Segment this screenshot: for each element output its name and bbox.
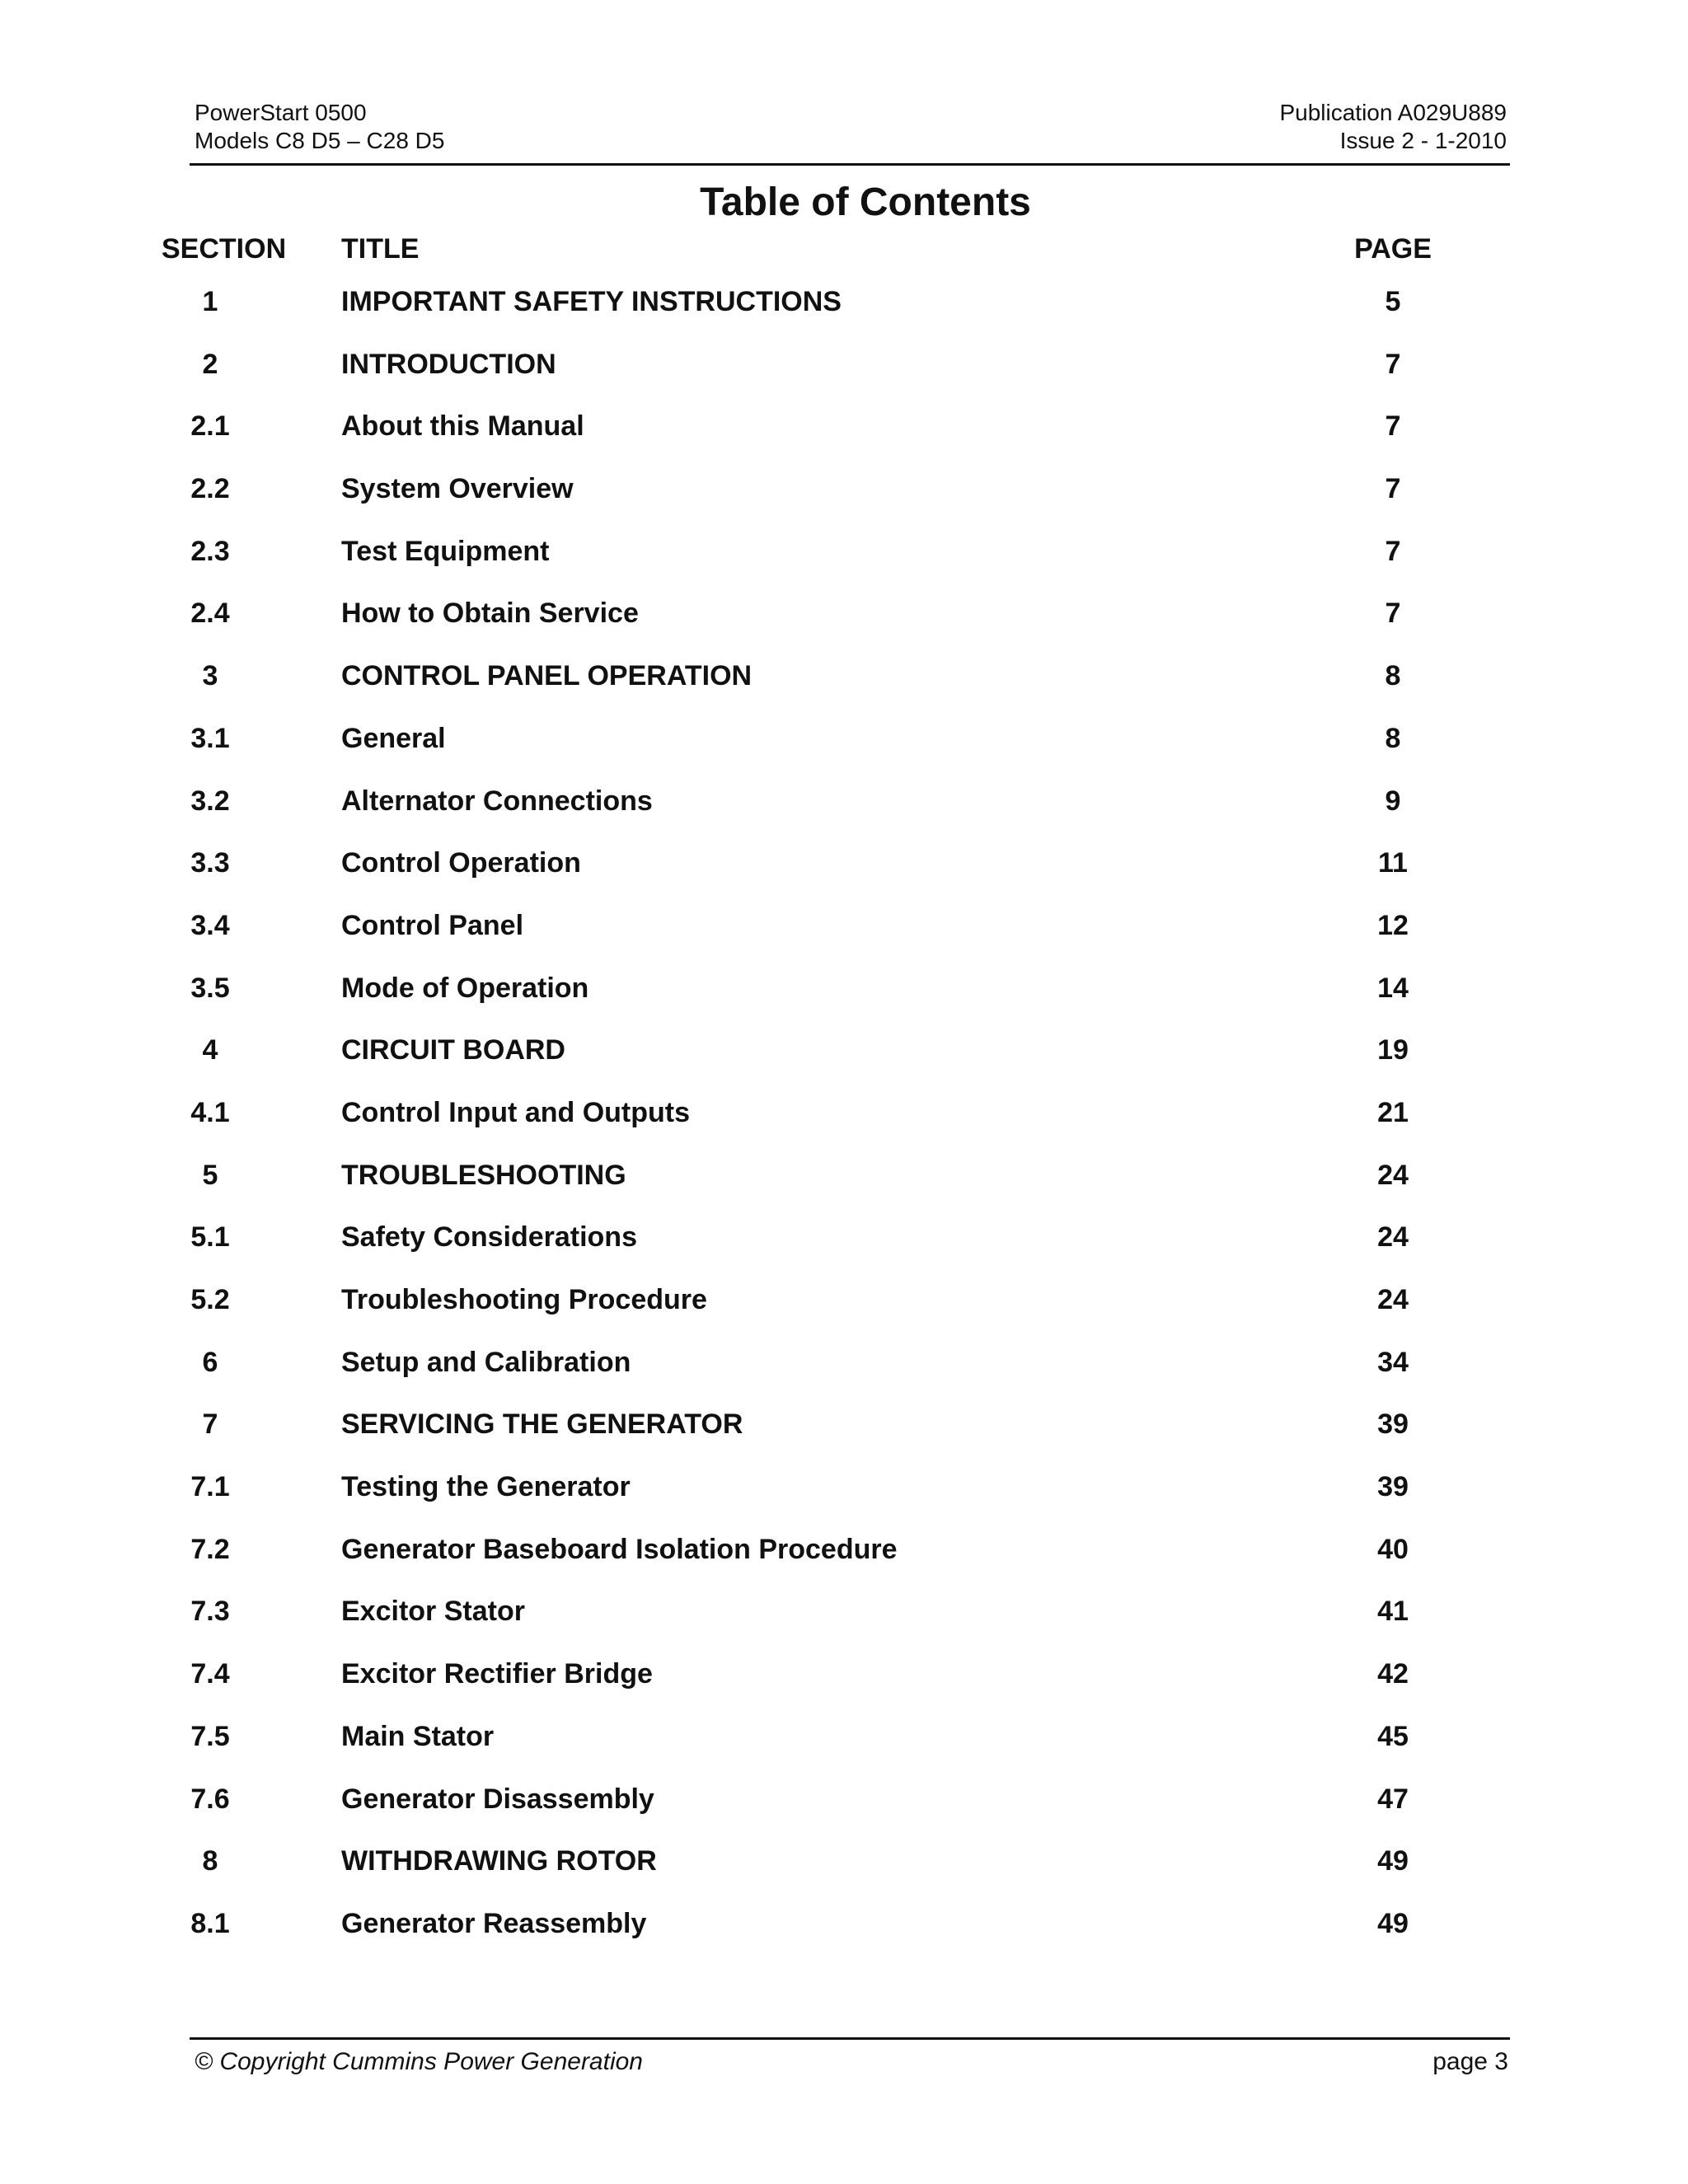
toc-section-number: 5 (202, 1159, 218, 1191)
toc-page-number: 8 (1385, 722, 1401, 754)
toc-page-number: 12 (1377, 909, 1409, 941)
toc-section-number: 3.2 (190, 785, 230, 817)
toc-row[interactable] (0, 909, 1688, 972)
toc-row[interactable] (0, 1159, 1688, 1221)
header-right (1279, 99, 1507, 155)
toc-list (0, 285, 1688, 1970)
toc-row[interactable] (0, 1221, 1688, 1283)
toc-entry-title[interactable]: Main Stator (341, 1720, 495, 1752)
toc-row[interactable] (0, 1657, 1688, 1720)
toc-entry-title[interactable]: Testing the Generator (341, 1471, 631, 1503)
toc-row[interactable] (0, 1533, 1688, 1596)
toc-section-number: 7.3 (190, 1596, 230, 1628)
toc-page-number: 49 (1377, 1845, 1409, 1877)
toc-section-number: 5.2 (190, 1284, 230, 1315)
toc-page-number: 14 (1377, 972, 1409, 1004)
header-issue: Issue 2 - 1-2010 (1339, 128, 1507, 153)
header-left (195, 99, 444, 155)
toc-page-number: 7 (1385, 598, 1401, 630)
toc-page-number: 5 (1385, 286, 1401, 317)
toc-row[interactable] (0, 597, 1688, 659)
toc-entry-title[interactable]: Troubleshooting Procedure (341, 1284, 707, 1315)
toc-row[interactable] (0, 472, 1688, 535)
toc-section-number: 3.1 (190, 722, 230, 754)
toc-entry-title[interactable]: INTRODUCTION (341, 348, 556, 380)
toc-row[interactable] (0, 1907, 1688, 1970)
toc-page-number: 34 (1377, 1346, 1409, 1378)
toc-page-number: 9 (1385, 785, 1401, 817)
toc-entry-title[interactable]: Setup and Calibration (341, 1346, 631, 1378)
footer-copyright: © Copyright Cummins Power Generation (195, 2048, 643, 2075)
toc-page-number: 7 (1385, 348, 1401, 380)
toc-page-number: 19 (1377, 1034, 1409, 1066)
toc-section-number: 2 (202, 348, 218, 380)
toc-page-number: 49 (1377, 1907, 1409, 1939)
toc-entry-title[interactable]: WITHDRAWING ROTOR (341, 1845, 657, 1877)
toc-row[interactable] (0, 1346, 1688, 1408)
toc-entry-title[interactable]: CONTROL PANEL OPERATION (341, 660, 753, 692)
toc-section-number: 3.3 (190, 847, 230, 879)
toc-row[interactable] (0, 410, 1688, 472)
column-header-title: TITLE (341, 233, 420, 265)
toc-section-number: 4.1 (190, 1096, 230, 1128)
toc-section-number: 8 (202, 1845, 218, 1877)
toc-page-number: 21 (1377, 1096, 1409, 1128)
toc-section-number: 2.1 (190, 410, 230, 443)
header-divider (190, 163, 1510, 166)
toc-entry-title[interactable]: CIRCUIT BOARD (341, 1034, 565, 1066)
toc-section-number: 7 (202, 1408, 218, 1441)
toc-entry-title[interactable]: TROUBLESHOOTING (341, 1159, 626, 1191)
toc-page-number: 24 (1377, 1221, 1409, 1254)
toc-row[interactable] (0, 1595, 1688, 1657)
toc-row[interactable] (0, 785, 1688, 847)
toc-row[interactable] (0, 972, 1688, 1034)
toc-page-number: 47 (1377, 1783, 1409, 1815)
toc-row[interactable] (0, 1470, 1688, 1533)
toc-row[interactable] (0, 535, 1688, 598)
footer-page-number: page 3 (1432, 2048, 1508, 2075)
toc-page-number: 8 (1385, 660, 1401, 692)
toc-page-number: 24 (1377, 1284, 1409, 1315)
page-title: Table of Contents (700, 180, 1031, 224)
toc-section-number: 3 (202, 660, 218, 692)
toc-row[interactable] (0, 1844, 1688, 1907)
toc-entry-title[interactable]: Generator Reassembly (341, 1907, 647, 1939)
toc-row[interactable] (0, 722, 1688, 785)
column-header-section: SECTION (162, 233, 287, 265)
header-models: Models C8 D5 – C28 D5 (195, 128, 445, 153)
toc-entry-title[interactable]: How to Obtain Service (341, 598, 639, 630)
toc-section-number: 1 (202, 286, 218, 317)
toc-entry-title[interactable]: Excitor Stator (341, 1596, 525, 1628)
toc-row[interactable] (0, 659, 1688, 722)
toc-entry-title[interactable]: Generator Baseboard Isolation Procedure (341, 1533, 898, 1565)
toc-section-number: 7.6 (190, 1783, 230, 1815)
header-publication: Publication A029U889 (1279, 100, 1507, 125)
toc-section-number: 2.4 (190, 598, 230, 630)
toc-entry-title[interactable]: Test Equipment (341, 535, 550, 567)
toc-section-number: 7.5 (190, 1720, 230, 1752)
toc-entry-title[interactable]: System Overview (341, 473, 574, 505)
toc-section-number: 5.1 (190, 1221, 230, 1254)
toc-entry-title[interactable]: Safety Considerations (341, 1221, 637, 1254)
toc-row[interactable] (0, 348, 1688, 410)
toc-entry-title[interactable]: General (341, 722, 446, 754)
footer-divider (190, 2037, 1510, 2040)
toc-entry-title[interactable]: Control Panel (341, 909, 524, 941)
toc-row[interactable] (0, 1720, 1688, 1783)
toc-section-number: 7.1 (190, 1471, 230, 1503)
toc-page-number: 40 (1377, 1533, 1409, 1565)
toc-entry-title[interactable]: IMPORTANT SAFETY INSTRUCTIONS (341, 286, 842, 317)
toc-row[interactable] (0, 1783, 1688, 1845)
toc-section-number: 7.4 (190, 1658, 230, 1690)
header-product: PowerStart 0500 (195, 100, 367, 125)
toc-row[interactable] (0, 1096, 1688, 1159)
toc-entry-title[interactable]: Mode of Operation (341, 972, 589, 1004)
toc-entry-title[interactable]: SERVICING THE GENERATOR (341, 1408, 743, 1441)
toc-page-number: 24 (1377, 1159, 1409, 1191)
toc-row[interactable] (0, 846, 1688, 909)
toc-page-number: 39 (1377, 1471, 1409, 1503)
toc-row[interactable] (0, 285, 1688, 348)
toc-page-number: 11 (1378, 847, 1408, 879)
toc-page-number: 45 (1377, 1720, 1409, 1752)
toc-page-number: 41 (1377, 1596, 1409, 1628)
toc-page-number: 7 (1385, 473, 1401, 505)
toc-section-number: 4 (202, 1034, 218, 1066)
toc-page-number: 7 (1385, 410, 1401, 443)
toc-page-number: 39 (1377, 1408, 1409, 1441)
toc-section-number: 3.5 (190, 972, 230, 1004)
toc-entry-title[interactable]: Control Operation (341, 847, 581, 879)
toc-page-number: 7 (1385, 535, 1401, 567)
toc-row[interactable] (0, 1408, 1688, 1470)
toc-entry-title[interactable]: About this Manual (341, 410, 584, 443)
column-header-page: PAGE (1354, 233, 1432, 265)
toc-section-number: 7.2 (190, 1533, 230, 1565)
toc-entry-title[interactable]: Excitor Rectifier Bridge (341, 1658, 653, 1690)
toc-page-number: 42 (1377, 1658, 1409, 1690)
toc-section-number: 2.2 (190, 473, 230, 505)
toc-section-number: 8.1 (190, 1907, 230, 1939)
toc-entry-title[interactable]: Alternator Connections (341, 785, 653, 817)
toc-entry-title[interactable]: Control Input and Outputs (341, 1096, 691, 1128)
toc-section-number: 6 (202, 1346, 218, 1378)
toc-row[interactable] (0, 1033, 1688, 1096)
toc-section-number: 3.4 (190, 909, 230, 941)
toc-entry-title[interactable]: Generator Disassembly (341, 1783, 654, 1815)
toc-row[interactable] (0, 1283, 1688, 1346)
toc-section-number: 2.3 (190, 535, 230, 567)
